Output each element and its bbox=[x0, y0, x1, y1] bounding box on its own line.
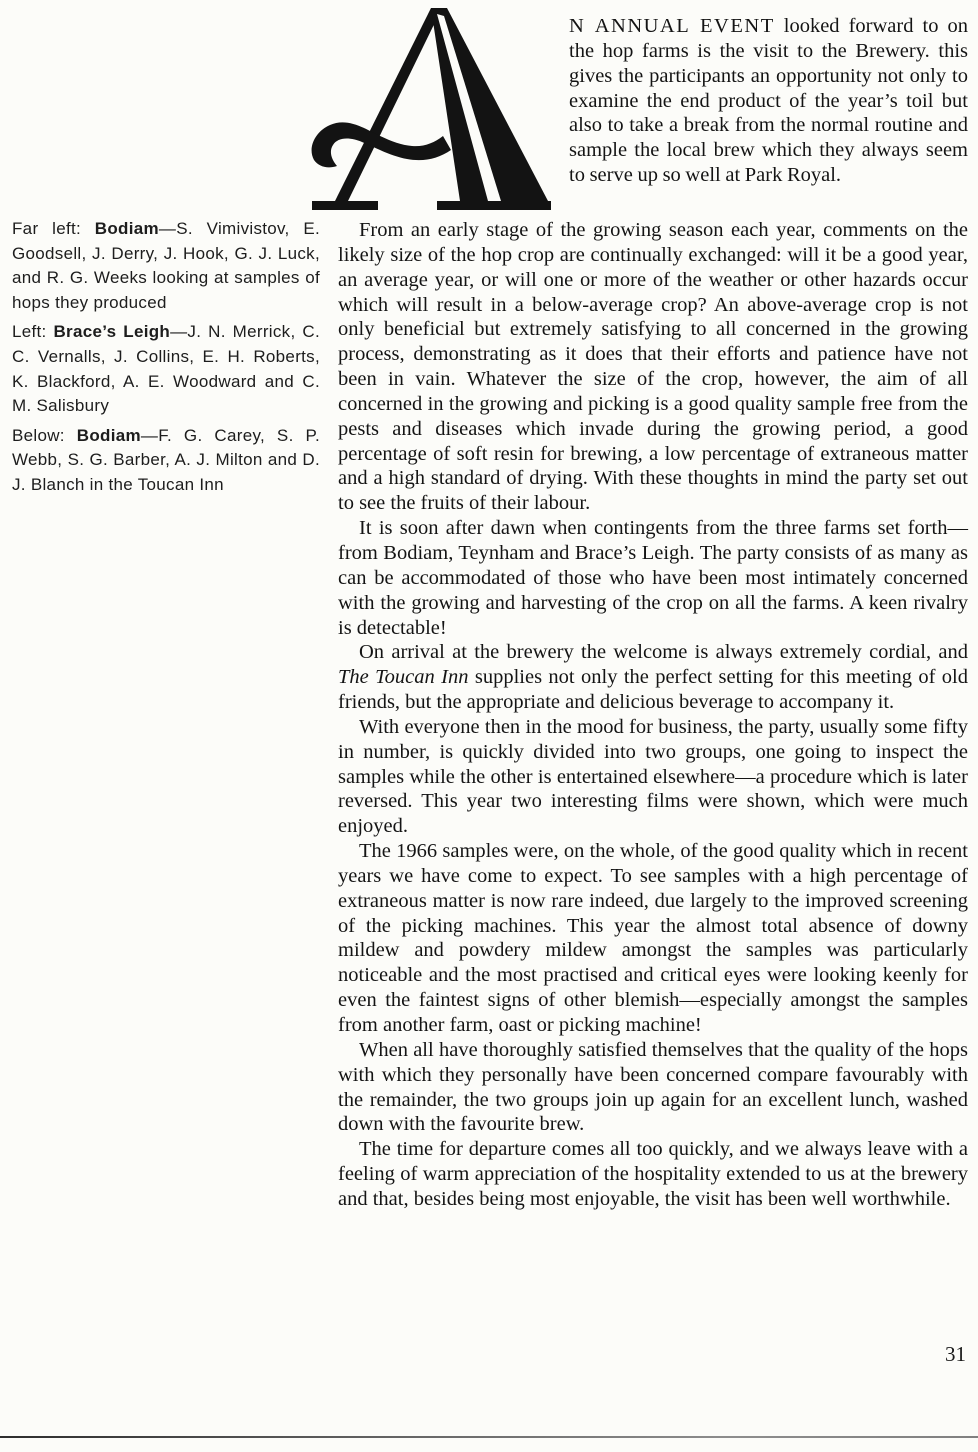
caption-farm-name: Bodiam bbox=[94, 219, 159, 238]
caption-prefix: Left: bbox=[12, 322, 54, 342]
paragraph-toucan-inn bbox=[338, 640, 968, 715]
paragraph-1966-samples: The 1966 samples were, on the whole, of the good quality which in recent years we have come to expect. To see samples with a high percentage of extraneous matter is now rare indeed, due largely to the improved screening of the picking machines. This year the almost total absence of downy mildew and powdery mildew amongst the samples was particularly noticeable and the most practised and critical eyes were looking keenly for even the faintest signs of other blemish—especially amongst the samples from another farm, oast or picking machine! bbox=[338, 840, 968, 1036]
article-body bbox=[338, 8, 968, 1212]
toucan-inn-italic: The Toucan Inn bbox=[338, 666, 469, 689]
caption-below-bodiam bbox=[12, 424, 320, 498]
caption-left-braces-leigh bbox=[12, 320, 320, 418]
caption-text: —J. N. Merrick, C. C. Vernalls, J. Collins, E. H. Roberts, K. Blackford, A. E. Woodward and C. M. Salisbury bbox=[12, 322, 320, 416]
caption-farm-name: Brace’s Leigh bbox=[53, 322, 171, 342]
paragraph-growing-season: From an early stage of the growing season each year, comments on the likely size of the hop crop are continually exchanged: will it be a good year, an average year, or will one or more of the weather or other hazards occur which will result in a below-average crop? An above-average crop is not only beneficial but extremely satisfying to all concerned in the growing process, demonstrating as it does that their efforts and patience have not been in vain. Whatever the size of the crop, however, the aim of all concerned in the growing and picking is a good quality sample free from the pests and diseases which invade during the growing period, a good percentage of soft resin for brewing, a low percentage of extraneous matter and a high standard of drying. With these thoughts in mind the party set out to see the fruits of their labour. bbox=[338, 219, 968, 515]
paragraph-dawn-departure: It is soon after dawn when contingents from the three farms set forth—from Bodiam, Teynham and Brace’s Leigh. The party consists of as many as can be accommodated of those who have been most intimately concerned with the growing and harvesting of the crop on all the farms. A keen rivalry is detectable! bbox=[338, 517, 968, 639]
caption-prefix: Below: bbox=[12, 425, 77, 445]
opening-caps: N ANNUAL EVENT bbox=[569, 15, 775, 37]
paragraph-segment: On arrival at the brewery the welcome is always extremely cordial, and bbox=[359, 641, 968, 664]
paragraph-lunch: When all have thoroughly satisfied themselves that the quality of the hops with which they personally have been concerned compare favourably with the remainder, the two groups join up again for an excellent lunch, washed down with the favourite brew. bbox=[338, 1038, 968, 1136]
dropcap-letter-a bbox=[310, 8, 562, 212]
caption-text: —S. Vimivistov, E. Goodsell, J. Derry, J. Hook, G. J. Luck, and R. G. Weeks looking at samples of hops they produced bbox=[12, 219, 320, 312]
caption-farm-name: Bodiam bbox=[76, 425, 141, 445]
photo-caption-column bbox=[12, 217, 320, 503]
page-bottom-rule bbox=[0, 1436, 978, 1438]
paragraph-segment: supplies not only the perfect setting for this meeting of old friends, but the appropriate and delicious beverage to accompany it. bbox=[338, 666, 968, 714]
caption-far-left-bodiam bbox=[12, 217, 320, 315]
caption-prefix: Far left: bbox=[12, 219, 95, 238]
opening-rest: looked forward to on the hop farms is the visit to the Brewery. this gives the participants an opportunity not only to examine the end product of the year’s toil but also to take a break from the normal routine and sample the local brew which they always seem to serve up so well at Park Royal. bbox=[569, 15, 968, 187]
paragraph-two-groups: With everyone then in the mood for business, the party, usually some fifty in number, is quickly divided into two groups, one going to inspect the samples while the other is entertained elsewhere—a procedure which is later reversed. This year two interesting films were shown, which were much enjoyed. bbox=[338, 715, 968, 838]
caption-text: —F. G. Carey, S. P. Webb, S. G. Barber, A. J. Milton and D. J. Blanch in the Toucan Inn bbox=[12, 425, 320, 494]
paragraph-departure: The time for departure comes all too quickly, and we always leave with a feeling of warm appreciation of the hospitality extended to us at the brewery and that, besides being most enjoyable, the visit has been well worthwhile. bbox=[338, 1138, 968, 1210]
page-number: 31 bbox=[945, 1342, 966, 1366]
